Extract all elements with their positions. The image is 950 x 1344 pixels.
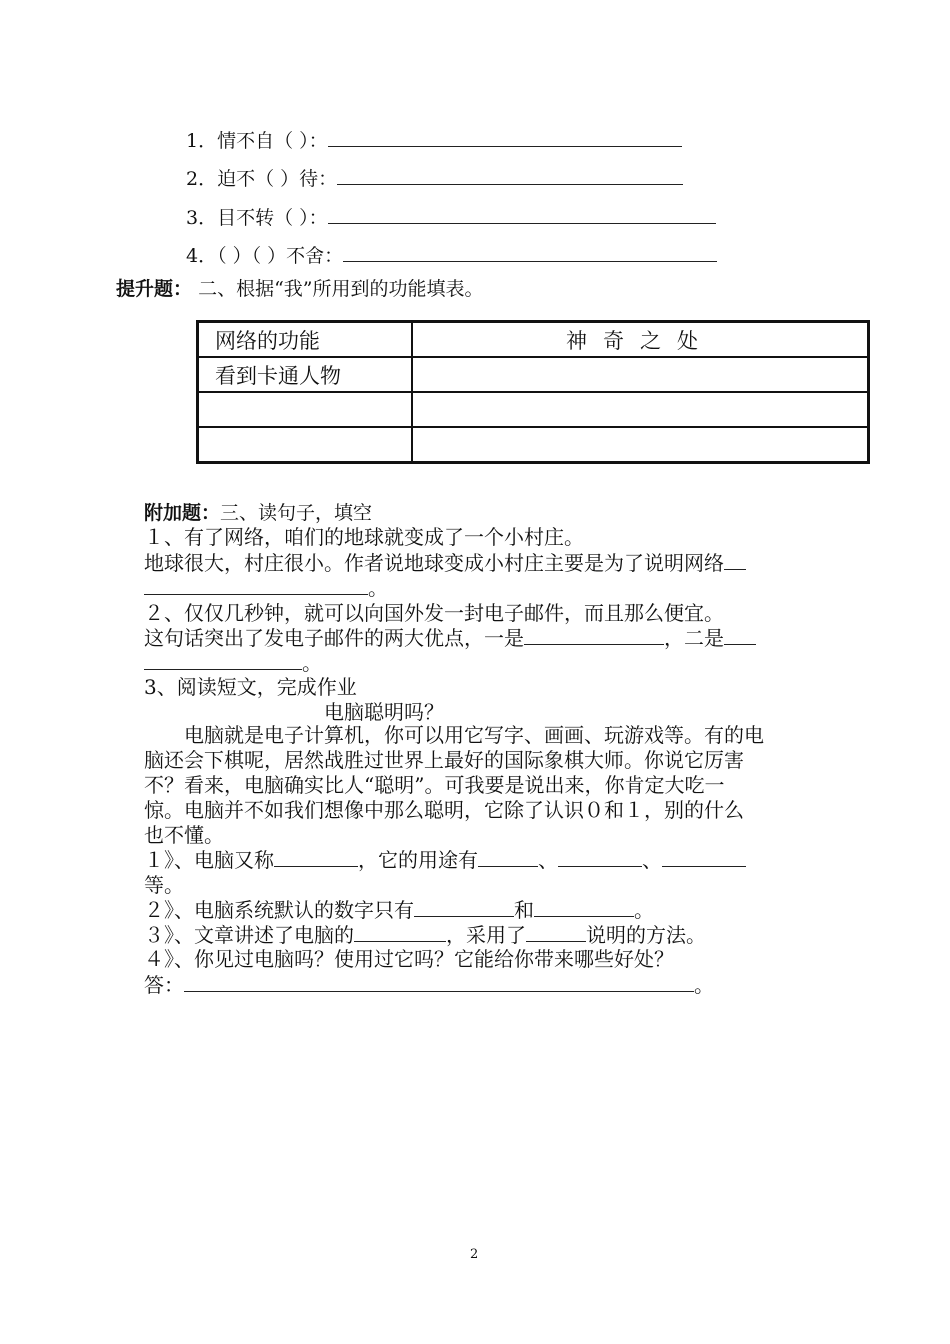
idiom-item-1 [186, 126, 682, 153]
q2-blank-b[interactable] [724, 626, 756, 645]
idiom-item-1-text: 1．情不自（ ）： [186, 130, 328, 152]
idiom-item-2-text: 2．迫不（ ）待： [186, 168, 338, 190]
idiom-item-3-text: 3．目不转（ ）： [186, 207, 328, 229]
section-3-instruction: 三、读句子，填空 [220, 502, 373, 524]
passage-title: 电脑聪明吗？ [324, 700, 444, 724]
sub3-text-b: ，采用了 [446, 923, 526, 947]
sub2-blank-b[interactable] [534, 898, 634, 917]
sub1-text-c: 、 [538, 848, 558, 872]
table-cell-wonder[interactable] [412, 427, 869, 463]
section-3-label: 附加题： [144, 502, 221, 524]
q1-blank-b[interactable] [144, 576, 368, 595]
idiom-item-4 [186, 241, 717, 268]
answer-end: 。 [694, 973, 714, 997]
q1-sentence: １、有了网络，咱们的地球就变成了一个小村庄。 [144, 525, 584, 549]
q2-text-b: ，二是 [664, 626, 724, 650]
table-header-function: 网络的功能 [198, 322, 413, 358]
idiom-item-1-blank[interactable] [328, 128, 682, 147]
passage-line-5: 也不懂。 [144, 823, 224, 847]
sub2-text-a: ２》、电脑系统默认的数字只有 [144, 898, 414, 922]
table-cell-wonder[interactable] [412, 392, 869, 427]
answer-label: 答： [144, 973, 184, 997]
sub1-text-b: ，它的用途有 [358, 848, 478, 872]
idiom-item-3-blank[interactable] [328, 205, 716, 224]
table-row [198, 392, 869, 427]
function-table [196, 320, 870, 464]
passage-line-3: 不？看来，电脑确实比人“聪明”。可我要是说出来，你肯定大吃一 [144, 773, 725, 797]
q1-line1-text: 地球很大，村庄很小。作者说地球变成小村庄主要是为了说明网络 [144, 551, 724, 575]
sub-question-4: ４》、你见过电脑吗？使用过它吗？它能给你带来哪些好处？ [144, 947, 674, 971]
idiom-item-4-blank[interactable] [343, 243, 717, 262]
sub1-blank-c[interactable] [558, 848, 642, 867]
table-cell-function[interactable] [198, 392, 413, 427]
q2-end: 。 [302, 651, 322, 675]
table-header-wonder: 神奇之处 [412, 322, 869, 358]
idiom-item-3 [186, 203, 716, 230]
table-cell-wonder[interactable] [412, 357, 869, 392]
q2-blank-a[interactable] [524, 626, 664, 645]
sub1-blank-d[interactable] [662, 848, 746, 867]
q2-sentence: ２、仅仅几秒钟，就可以向国外发一封电子邮件，而且那么便宜。 [144, 601, 724, 625]
sub3-blank-b[interactable] [526, 923, 586, 942]
sub3-blank-a[interactable] [354, 923, 446, 942]
sub2-blank-a[interactable] [414, 898, 514, 917]
idiom-item-2 [186, 164, 683, 191]
table-row [198, 357, 869, 392]
table-row [198, 427, 869, 463]
passage-line-4: 惊。电脑并不如我们想像中那么聪明，它除了认识０和１，别的什么 [144, 798, 744, 822]
idiom-item-2-blank[interactable] [337, 166, 683, 185]
q3-title: 3、阅读短文，完成作业 [144, 675, 357, 699]
sub1-blank-a[interactable] [274, 848, 358, 867]
answer-blank[interactable] [184, 973, 694, 992]
section-2-label: 提升题： [116, 278, 193, 300]
sub2-text-b: 和 [514, 898, 534, 922]
q1-blank-a[interactable] [724, 551, 746, 570]
section-3-heading [144, 498, 372, 525]
sub-question-1-end: 等。 [144, 873, 184, 897]
sub1-text-a: １》、电脑又称 [144, 848, 274, 872]
sub3-text-a: ３》、文章讲述了电脑的 [144, 923, 354, 947]
table-cell-function[interactable]: 看到卡通人物 [198, 357, 413, 392]
section-2-instruction: 二、根据“我”所用到的功能填表。 [198, 278, 484, 300]
sub1-text-d: 、 [642, 848, 662, 872]
q1-end: 。 [368, 576, 388, 600]
table-header-row [198, 322, 869, 358]
idiom-item-4-text: 4．（ ）（ ）不舍： [186, 245, 344, 267]
passage-line-2: 脑还会下棋呢，居然战胜过世界上最好的国际象棋大师。你说它厉害 [144, 748, 744, 772]
table-cell-function[interactable] [198, 427, 413, 463]
section-2-heading [116, 274, 484, 301]
page-number: 2 [470, 1247, 479, 1262]
sub-question-1 [144, 845, 746, 875]
sub3-text-c: 说明的方法。 [586, 923, 706, 947]
q2-text-a: 这句话突出了发电子邮件的两大优点，一是 [144, 626, 524, 650]
sub1-blank-b[interactable] [478, 848, 538, 867]
answer-line [144, 970, 714, 1000]
passage-line-1: 电脑就是电子计算机，你可以用它写字、画画、玩游戏等。有的电 [184, 723, 764, 747]
q2-blank-c[interactable] [144, 651, 302, 670]
sub2-text-c: 。 [634, 898, 654, 922]
